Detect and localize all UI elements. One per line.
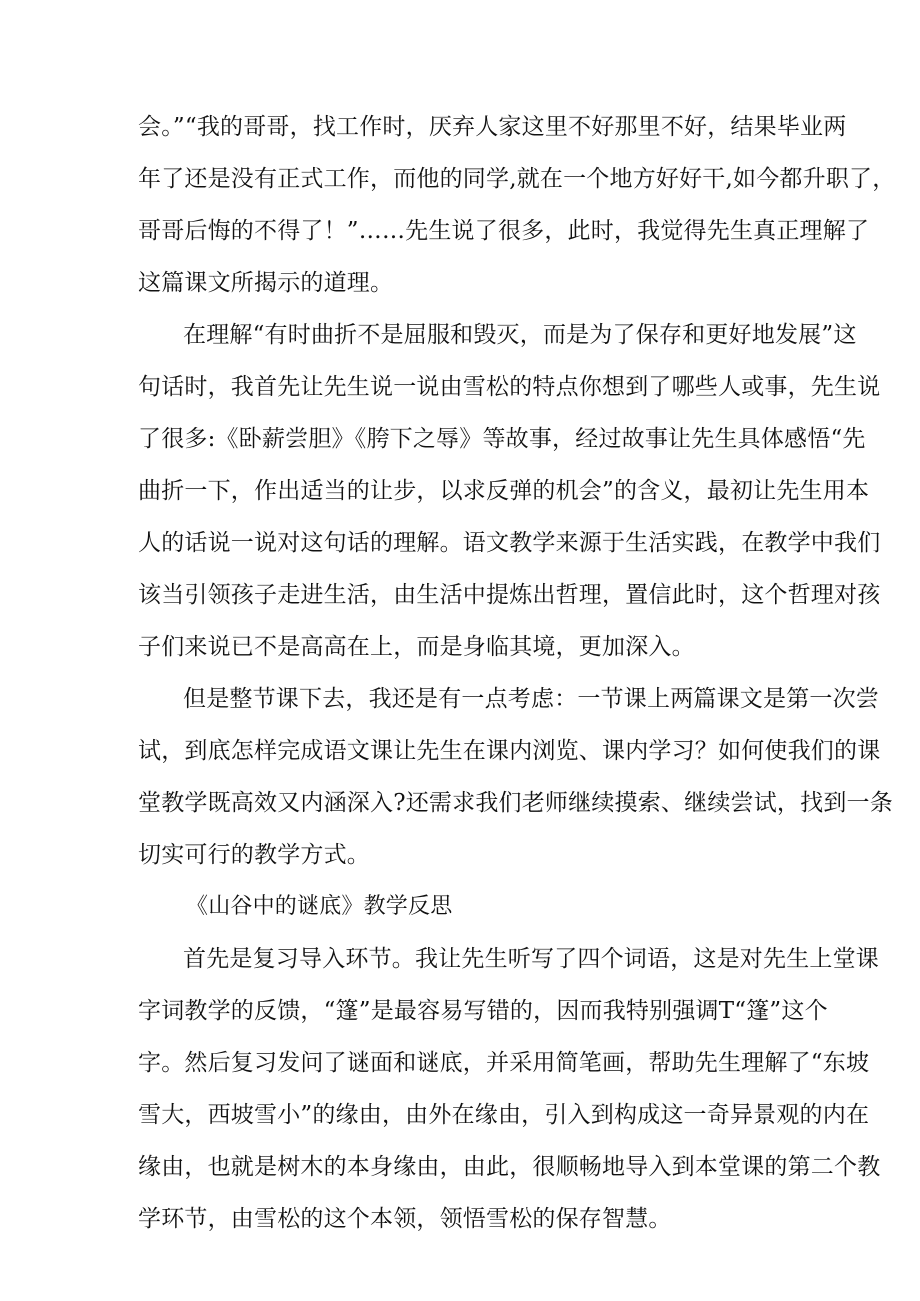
text-line: 曲折一下，作出适当的让步，以求反弹的机会”的含义，最初让先生用本 <box>138 478 870 504</box>
text-line: 字词教学的反馈，“篷”是最容易写错的，因而我特别强调T“篷”这个 <box>138 998 828 1024</box>
text-line: 字。然后复习发问了谜面和谜底，并采用简笔画，帮助先生理解了“东坡 <box>138 1050 870 1076</box>
text-line: 该当引领孩子走进生活，由生活中提炼出哲理，置信此时，这个哲理对孩 <box>138 582 881 608</box>
section-title: 《山谷中的谜底》教学反思 <box>186 894 453 919</box>
text-line: 子们来说已不是高高在上，而是身临其境，更加深入。 <box>138 634 695 660</box>
text-line: 了很多:《卧薪尝胆》《胯下之辱》等故事，经过故事让先生具体感悟“先 <box>138 426 866 452</box>
text-line: 在理解“有时曲折不是屈服和毁灭，而是为了保存和更好地发展”这 <box>183 322 857 348</box>
text-line: 首先是复习导入环节。我让先生听写了四个词语，这是对先生上堂课 <box>183 946 879 972</box>
text-line: 年了还是没有正式工作，而他的同学,就在一个地方好好干,如今都升职了， <box>138 166 896 192</box>
text-line: 学环节，由雪松的这个本领，领悟雪松的保存智慧。 <box>138 1206 672 1232</box>
text-line: 人的话说一说对这句话的理解。语文教学来源于生活实践，在教学中我们 <box>138 530 881 556</box>
text-line: 这篇课文所揭示的道理。 <box>138 270 394 296</box>
text-line: 试，到底怎样完成语文课让先生在课内浏览、课内学习？如何使我们的课 <box>138 738 881 764</box>
text-line: 缘由，也就是树木的本身缘由，由此，很顺畅地导入到本堂课的第二个教 <box>138 1154 881 1180</box>
text-line: 堂教学既高效又内涵深入?还需求我们老师继续摸索、继续尝试，找到一条 <box>138 790 893 816</box>
text-line: 会。”“我的哥哥，找工作时，厌弃人家这里不好那里不好，结果毕业两 <box>138 114 847 140</box>
text-line: 但是整节课下去，我还是有一点考虑：一节课上两篇课文是第一次尝 <box>183 686 879 712</box>
text-line: 哥哥后悔的不得了！”……先生说了很多，此时，我觉得先生真正理解了 <box>138 218 870 244</box>
text-line: 雪大，西坡雪小”的缘由，由外在缘由，引入到构成这一奇异景观的内在 <box>138 1102 870 1128</box>
text-line: 句话时，我首先让先生说一说由雪松的特点你想到了哪些人或事，先生说 <box>138 374 881 400</box>
text-line: 切实可行的教学方式。 <box>138 842 370 868</box>
